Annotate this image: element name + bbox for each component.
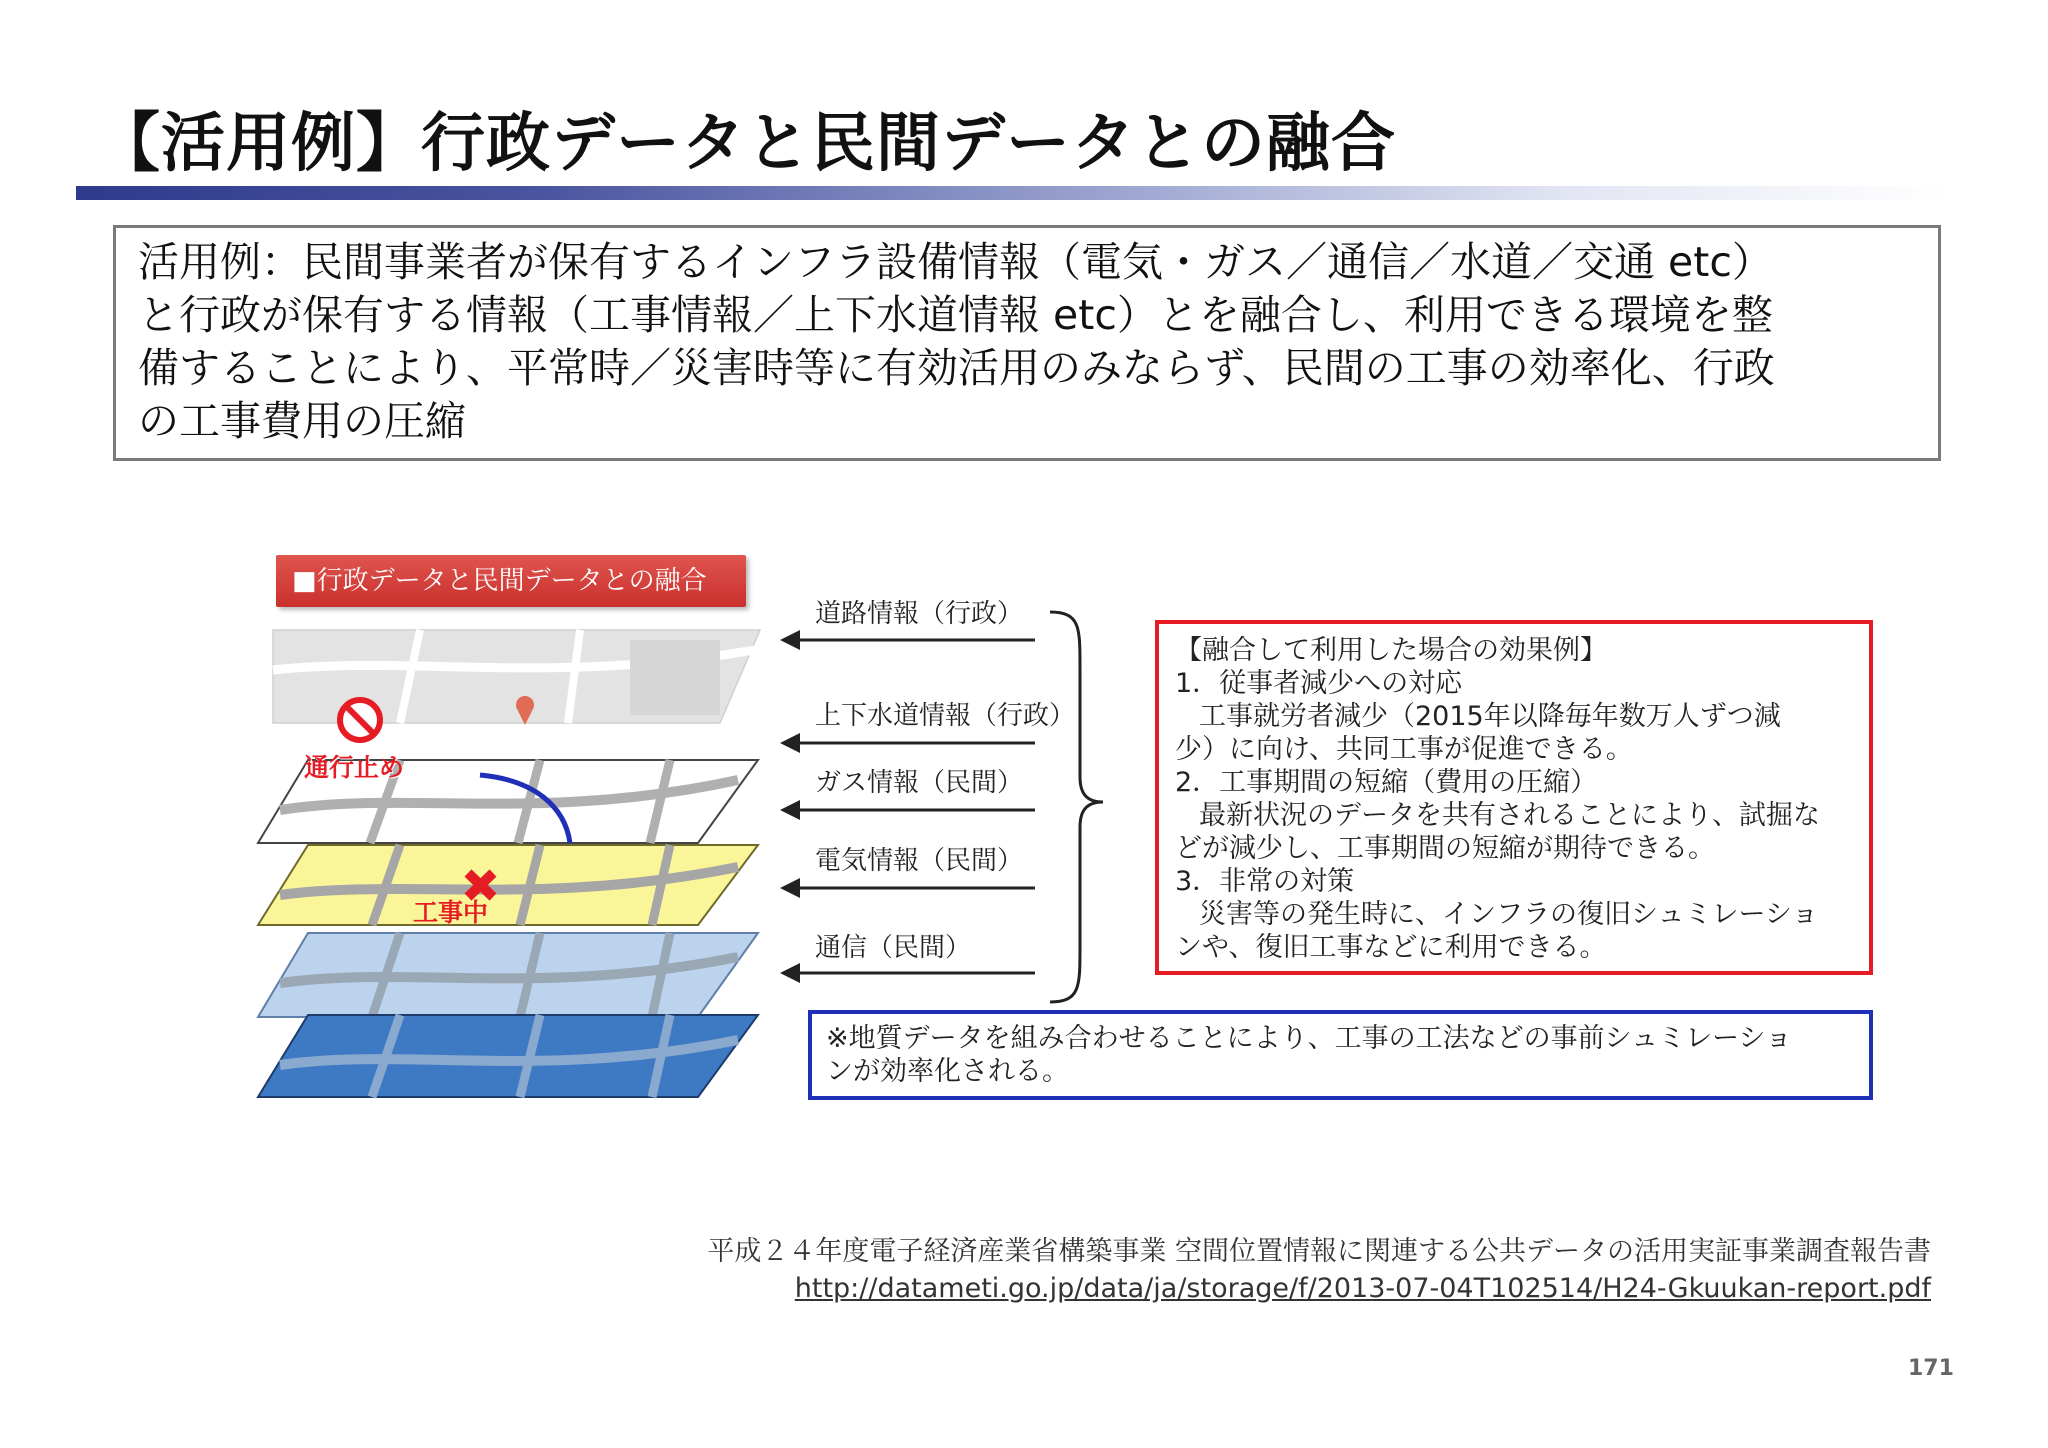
road-closure-label: 通行止め [304,753,405,782]
electricity-layer [258,933,758,1017]
geology-note [808,1010,1873,1100]
layer-label-road: 道路情報（行政） [815,599,1024,629]
page-title: 【活用例】行政データと民間データとの融合 [96,107,1396,181]
summary-line: 活用例：民間事業者が保有するインフラ設備情報（電気・ガス／通信／水道／交通 etc） [138,238,1773,286]
callout-item-body: 災害等の発生時に、インフラの復旧シュミレーショ [1199,899,1819,930]
summary-line: 備することにより、平常時／災害時等に有効活用のみならず、民間の工事の効率化、行政 [138,344,1775,392]
map-layer [273,630,760,740]
layer-label-gas: ガス情報（民間） [815,768,1024,798]
callout-item-heading: 2．工事期間の短縮（費用の圧縮） [1175,767,1598,798]
callout-item-heading: 1．従事者減少への対応 [1175,668,1463,699]
construction-label: 工事中 [413,898,489,927]
source-link[interactable]: http://datameti.go.jp/data/ja/storage/f/2013-07-04T102514/H24-Gkuukan-report.pdf [794,1273,1931,1304]
callout-item-body: ンや、復旧工事などに利用できる。 [1175,932,1607,963]
summary-line: の工事費用の圧縮 [138,397,466,445]
summary-line: と行政が保有する情報（工事情報／上下水道情報 etc）とを融合し、利用できる環境を整 [138,291,1773,339]
callout-item-body: どが減少し、工事期間の短縮が期待できる。 [1175,833,1715,864]
grouping-brace [1045,607,1105,1007]
effects-callout [1155,620,1873,975]
water-layer [258,845,758,925]
summary-box [113,225,1941,461]
note-line: ※地質データを組み合わせることにより、工事の工法などの事前シュミレーショ [826,1023,1793,1054]
title-underline [76,186,1946,200]
figure-heading: ■行政データと民間データとの融合 [276,555,746,607]
callout-item-body: 最新状況のデータを共有されることにより、試掘な [1199,800,1820,831]
callout-title: 【融合して利用した場合の効果例】 [1175,635,1607,666]
layer-label-communication: 通信（民間） [815,933,972,963]
note-line: ンが効率化される。 [826,1056,1069,1087]
layer-label-sewer: 上下水道情報（行政） [815,701,1076,731]
source-citation [707,1233,1931,1307]
source-title: 平成２４年度電子経済産業省構築事業 空間位置情報に関連する公共データの活用実証事業調査報告書 [707,1236,1931,1267]
communication-layer [258,1015,758,1097]
page-number: 171 [1908,1356,1954,1381]
callout-item-heading: 3．非常の対策 [1175,866,1355,897]
data-fusion-figure [250,545,1890,1125]
callout-item-body: 少）に向け、共同工事が促進できる。 [1175,734,1633,765]
callout-item-body: 工事就労者減少（2015年以降毎年数万人ずつ減 [1199,701,1781,732]
layer-label-electricity: 電気情報（民間） [815,846,1024,876]
no-entry-icon [340,700,380,740]
